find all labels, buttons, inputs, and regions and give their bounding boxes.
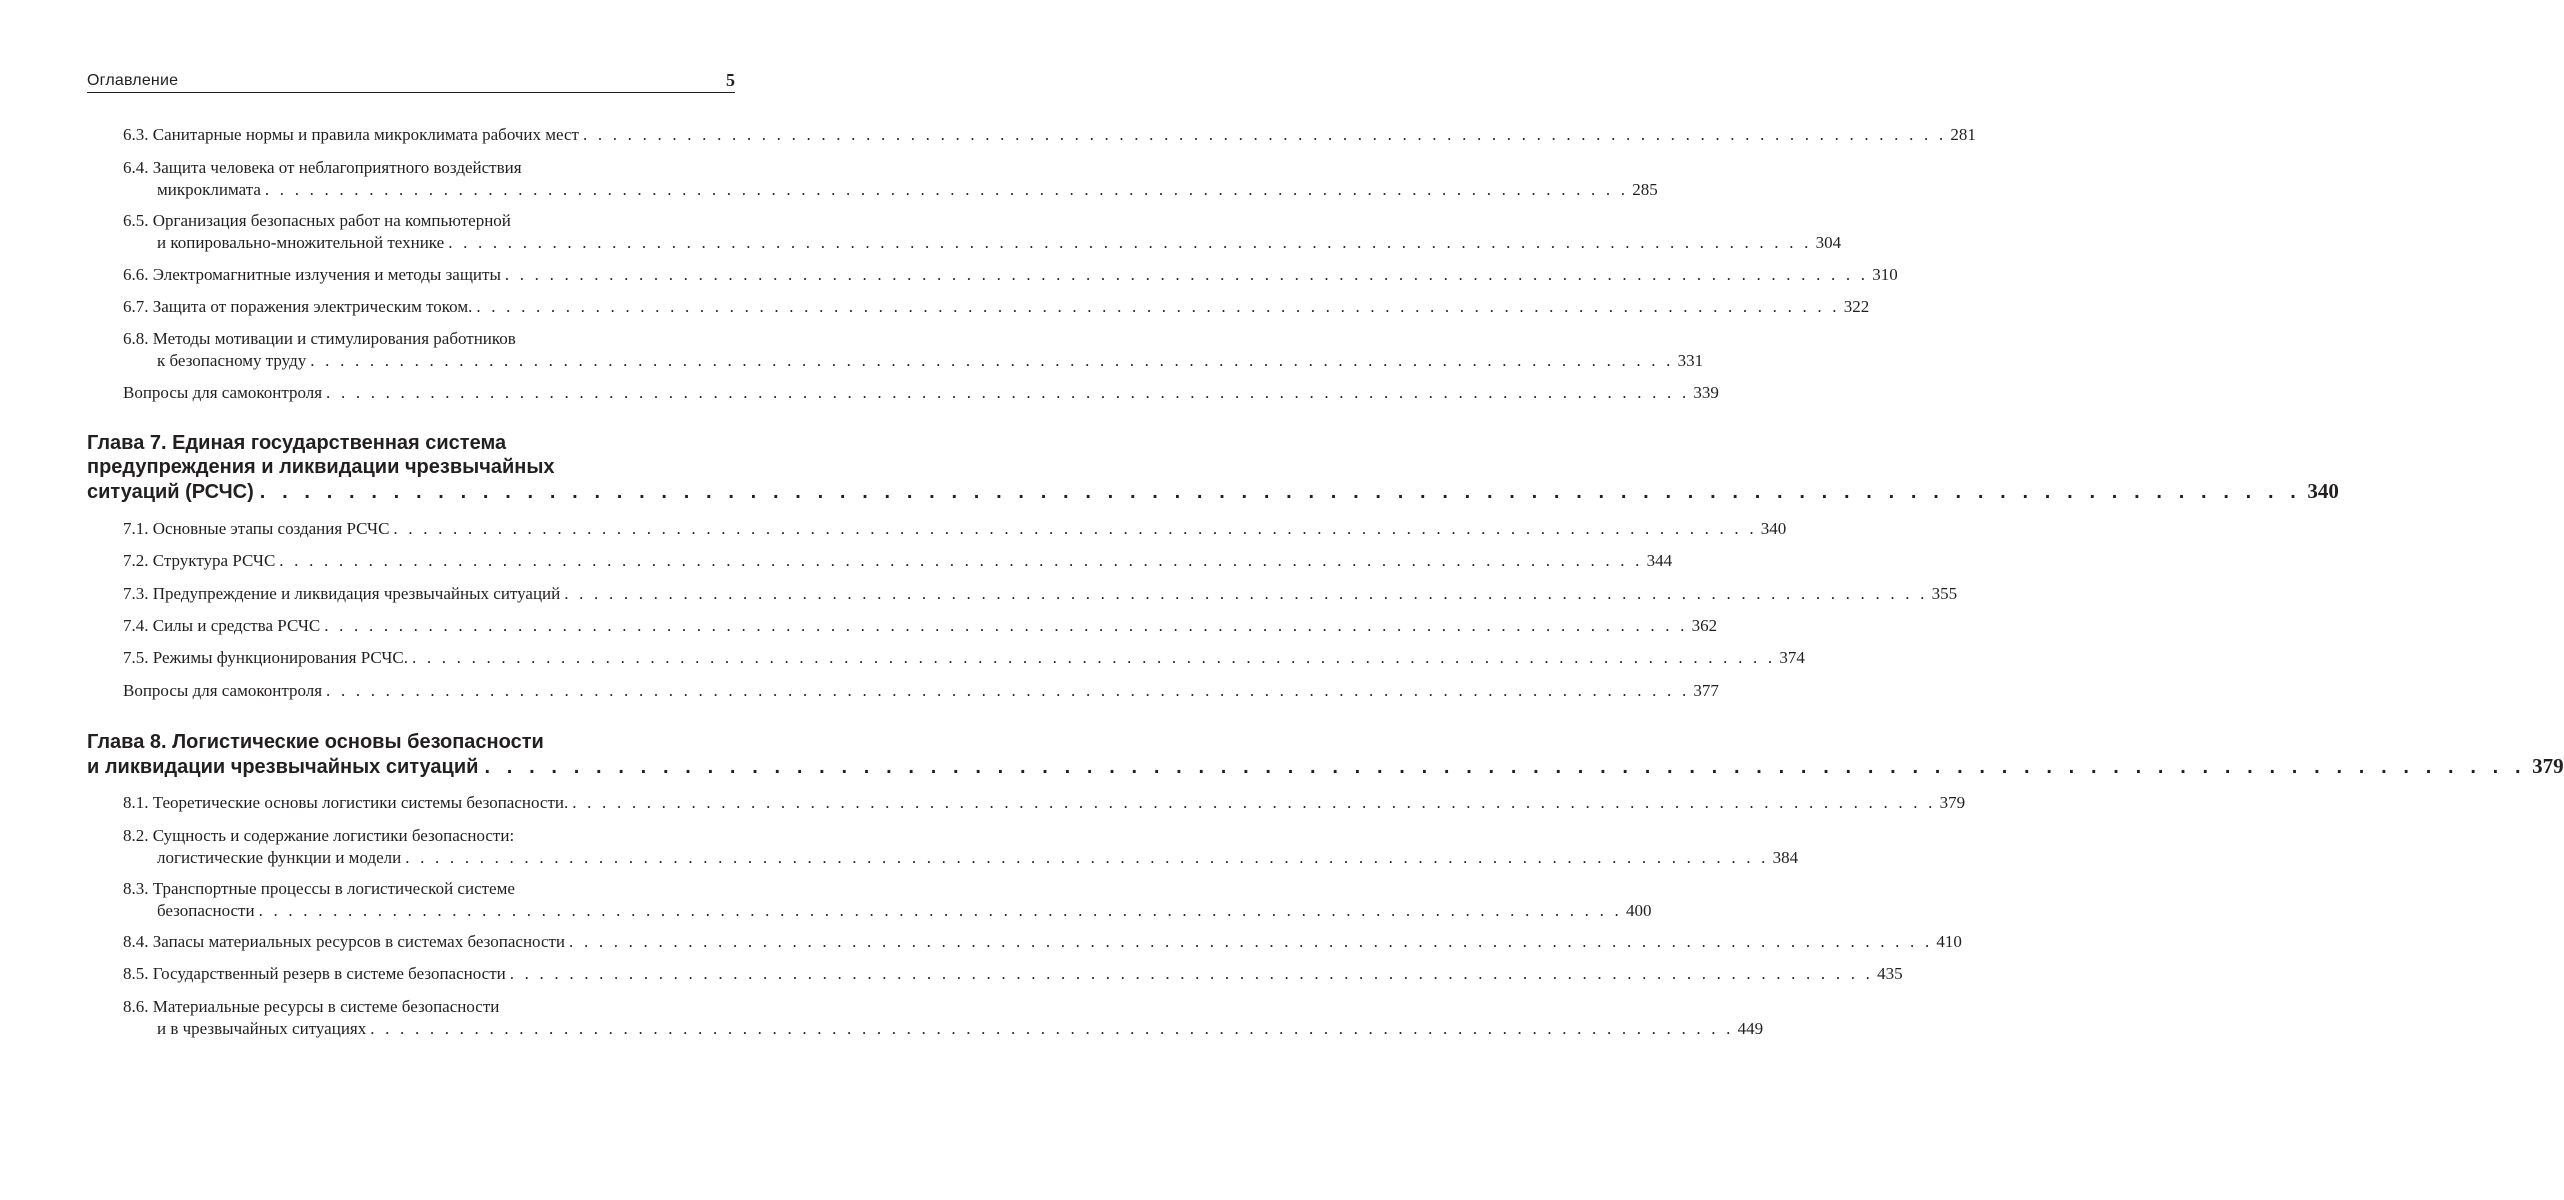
toc-entry-title-cont: микроклимата bbox=[157, 180, 261, 199]
toc-entry bbox=[123, 296, 1870, 318]
toc-entry bbox=[123, 550, 1673, 572]
toc-entry-title: 7.2. Структура РСЧС bbox=[123, 551, 276, 570]
toc-entry bbox=[123, 583, 1958, 605]
toc-entry-page: 339 bbox=[1693, 383, 1719, 402]
toc-entry-title: Вопросы для самоконтроля bbox=[123, 681, 323, 700]
toc-entry-title: 6.5. Организация безопасных работ на компьютерной bbox=[123, 211, 511, 230]
toc-page bbox=[87, 0, 2564, 1200]
toc-entry-page: 384 bbox=[1772, 848, 1799, 867]
toc-entry bbox=[123, 647, 1805, 669]
page-number: 5 bbox=[726, 70, 735, 90]
toc-entry bbox=[123, 792, 1966, 814]
toc-entry-page: 362 bbox=[1691, 616, 1718, 635]
toc-entry bbox=[123, 210, 1842, 254]
toc-entry-page: 285 bbox=[1632, 180, 1658, 199]
toc-entry-title: 8.3. Транспортные процессы в логистической системе bbox=[123, 879, 515, 898]
toc-entry-page: 340 bbox=[1760, 519, 1787, 538]
toc-entry-title-cont: логистические функции и модели bbox=[157, 848, 402, 867]
toc-entry-page: 377 bbox=[1693, 681, 1719, 700]
toc-entry bbox=[123, 264, 1898, 286]
chapter-7-heading bbox=[87, 431, 2339, 504]
toc-entry-title: 7.1. Основные этапы создания РСЧС bbox=[123, 519, 390, 538]
chapter-page: 340 bbox=[2307, 479, 2339, 503]
toc-entry-title: 7.3. Предупреждение и ликвидация чрезвычайных ситуаций bbox=[123, 584, 561, 603]
toc-entry-title-cont: безопасности bbox=[157, 901, 255, 920]
toc-entry-page: 435 bbox=[1877, 964, 1903, 983]
toc-entry-title: 6.7. Защита от поражения электрическим током. bbox=[123, 297, 473, 316]
toc-entry-page: 322 bbox=[1843, 297, 1870, 316]
toc-entry-review-questions bbox=[123, 680, 1719, 702]
toc-entry bbox=[123, 878, 1652, 922]
toc-entry-review-questions bbox=[123, 382, 1719, 404]
toc-entry-title: Вопросы для самоконтроля bbox=[123, 383, 323, 402]
toc-entry bbox=[123, 996, 1764, 1040]
toc-entry-title: 8.2. Сущность и содержание логистики безопасности: bbox=[123, 826, 515, 845]
toc-entry-page: 449 bbox=[1737, 1019, 1764, 1038]
toc-entry-title-cont: и в чрезвычайных ситуациях bbox=[157, 1019, 367, 1038]
toc-entry-page: 331 bbox=[1677, 351, 1704, 370]
chapter-title-cont: ситуаций (РСЧС) bbox=[87, 481, 254, 503]
toc-entry bbox=[123, 931, 1962, 953]
toc-entry-title: 6.8. Методы мотивации и стимулирования работников bbox=[123, 329, 516, 348]
toc-entry bbox=[123, 124, 1976, 146]
toc-entry-title-cont: и копировально-множительной технике bbox=[157, 233, 445, 252]
toc-entry-title: 7.5. Режимы функционирования РСЧС. bbox=[123, 648, 408, 667]
toc-entry-page: 304 bbox=[1815, 233, 1842, 252]
toc-entry-page: 379 bbox=[1939, 793, 1966, 812]
chapter-page: 379 bbox=[2532, 754, 2564, 778]
toc-entry-title: 6.4. Защита человека от неблагоприятного воздействия bbox=[123, 158, 522, 177]
toc-entry-page: 374 bbox=[1779, 648, 1805, 667]
chapter-title: Глава 7. Единая государственная система bbox=[87, 432, 507, 454]
toc-entry-page: 281 bbox=[1950, 125, 1976, 144]
toc-entry-page: 400 bbox=[1625, 901, 1652, 920]
toc-entry-title: 8.1. Теоретические основы логистики системы безопасности. bbox=[123, 793, 569, 812]
toc-entry-title-cont: к безопасному труду bbox=[157, 351, 307, 370]
toc-entry-title: 6.3. Санитарные нормы и правила микроклимата рабочих мест bbox=[123, 125, 579, 144]
toc-entry-page: 410 bbox=[1936, 932, 1962, 951]
toc-entry bbox=[123, 157, 1658, 201]
toc-entry-title: 7.4. Силы и средства РСЧС bbox=[123, 616, 321, 635]
toc-entry bbox=[123, 825, 1799, 869]
chapter-title-cont: предупреждения и ликвидации чрезвычайных bbox=[87, 456, 555, 478]
toc-entry bbox=[123, 518, 1787, 540]
toc-entry-title: 8.6. Материальные ресурсы в системе безопасности bbox=[123, 997, 500, 1016]
toc-entry bbox=[123, 615, 1718, 637]
toc-entry bbox=[123, 328, 1704, 372]
toc-entry-page: 355 bbox=[1931, 584, 1958, 603]
toc-entry-title: 8.5. Государственный резерв в системе безопасности bbox=[123, 964, 506, 983]
running-head-title: Оглавление bbox=[87, 72, 179, 89]
toc-entry-page: 310 bbox=[1872, 265, 1898, 284]
toc-entry-title: 8.4. Запасы материальных ресурсов в системах безопасности bbox=[123, 932, 566, 951]
chapter-title: Глава 8. Логистические основы безопасности bbox=[87, 731, 544, 753]
toc-entry-page: 344 bbox=[1646, 551, 1673, 570]
running-head bbox=[87, 70, 735, 93]
toc-entry bbox=[123, 963, 1903, 985]
chapter-title-cont: и ликвидации чрезвычайных ситуаций bbox=[87, 756, 479, 778]
chapter-8-heading bbox=[87, 730, 2564, 779]
toc-entry-title: 6.6. Электромагнитные излучения и методы защиты bbox=[123, 265, 501, 284]
